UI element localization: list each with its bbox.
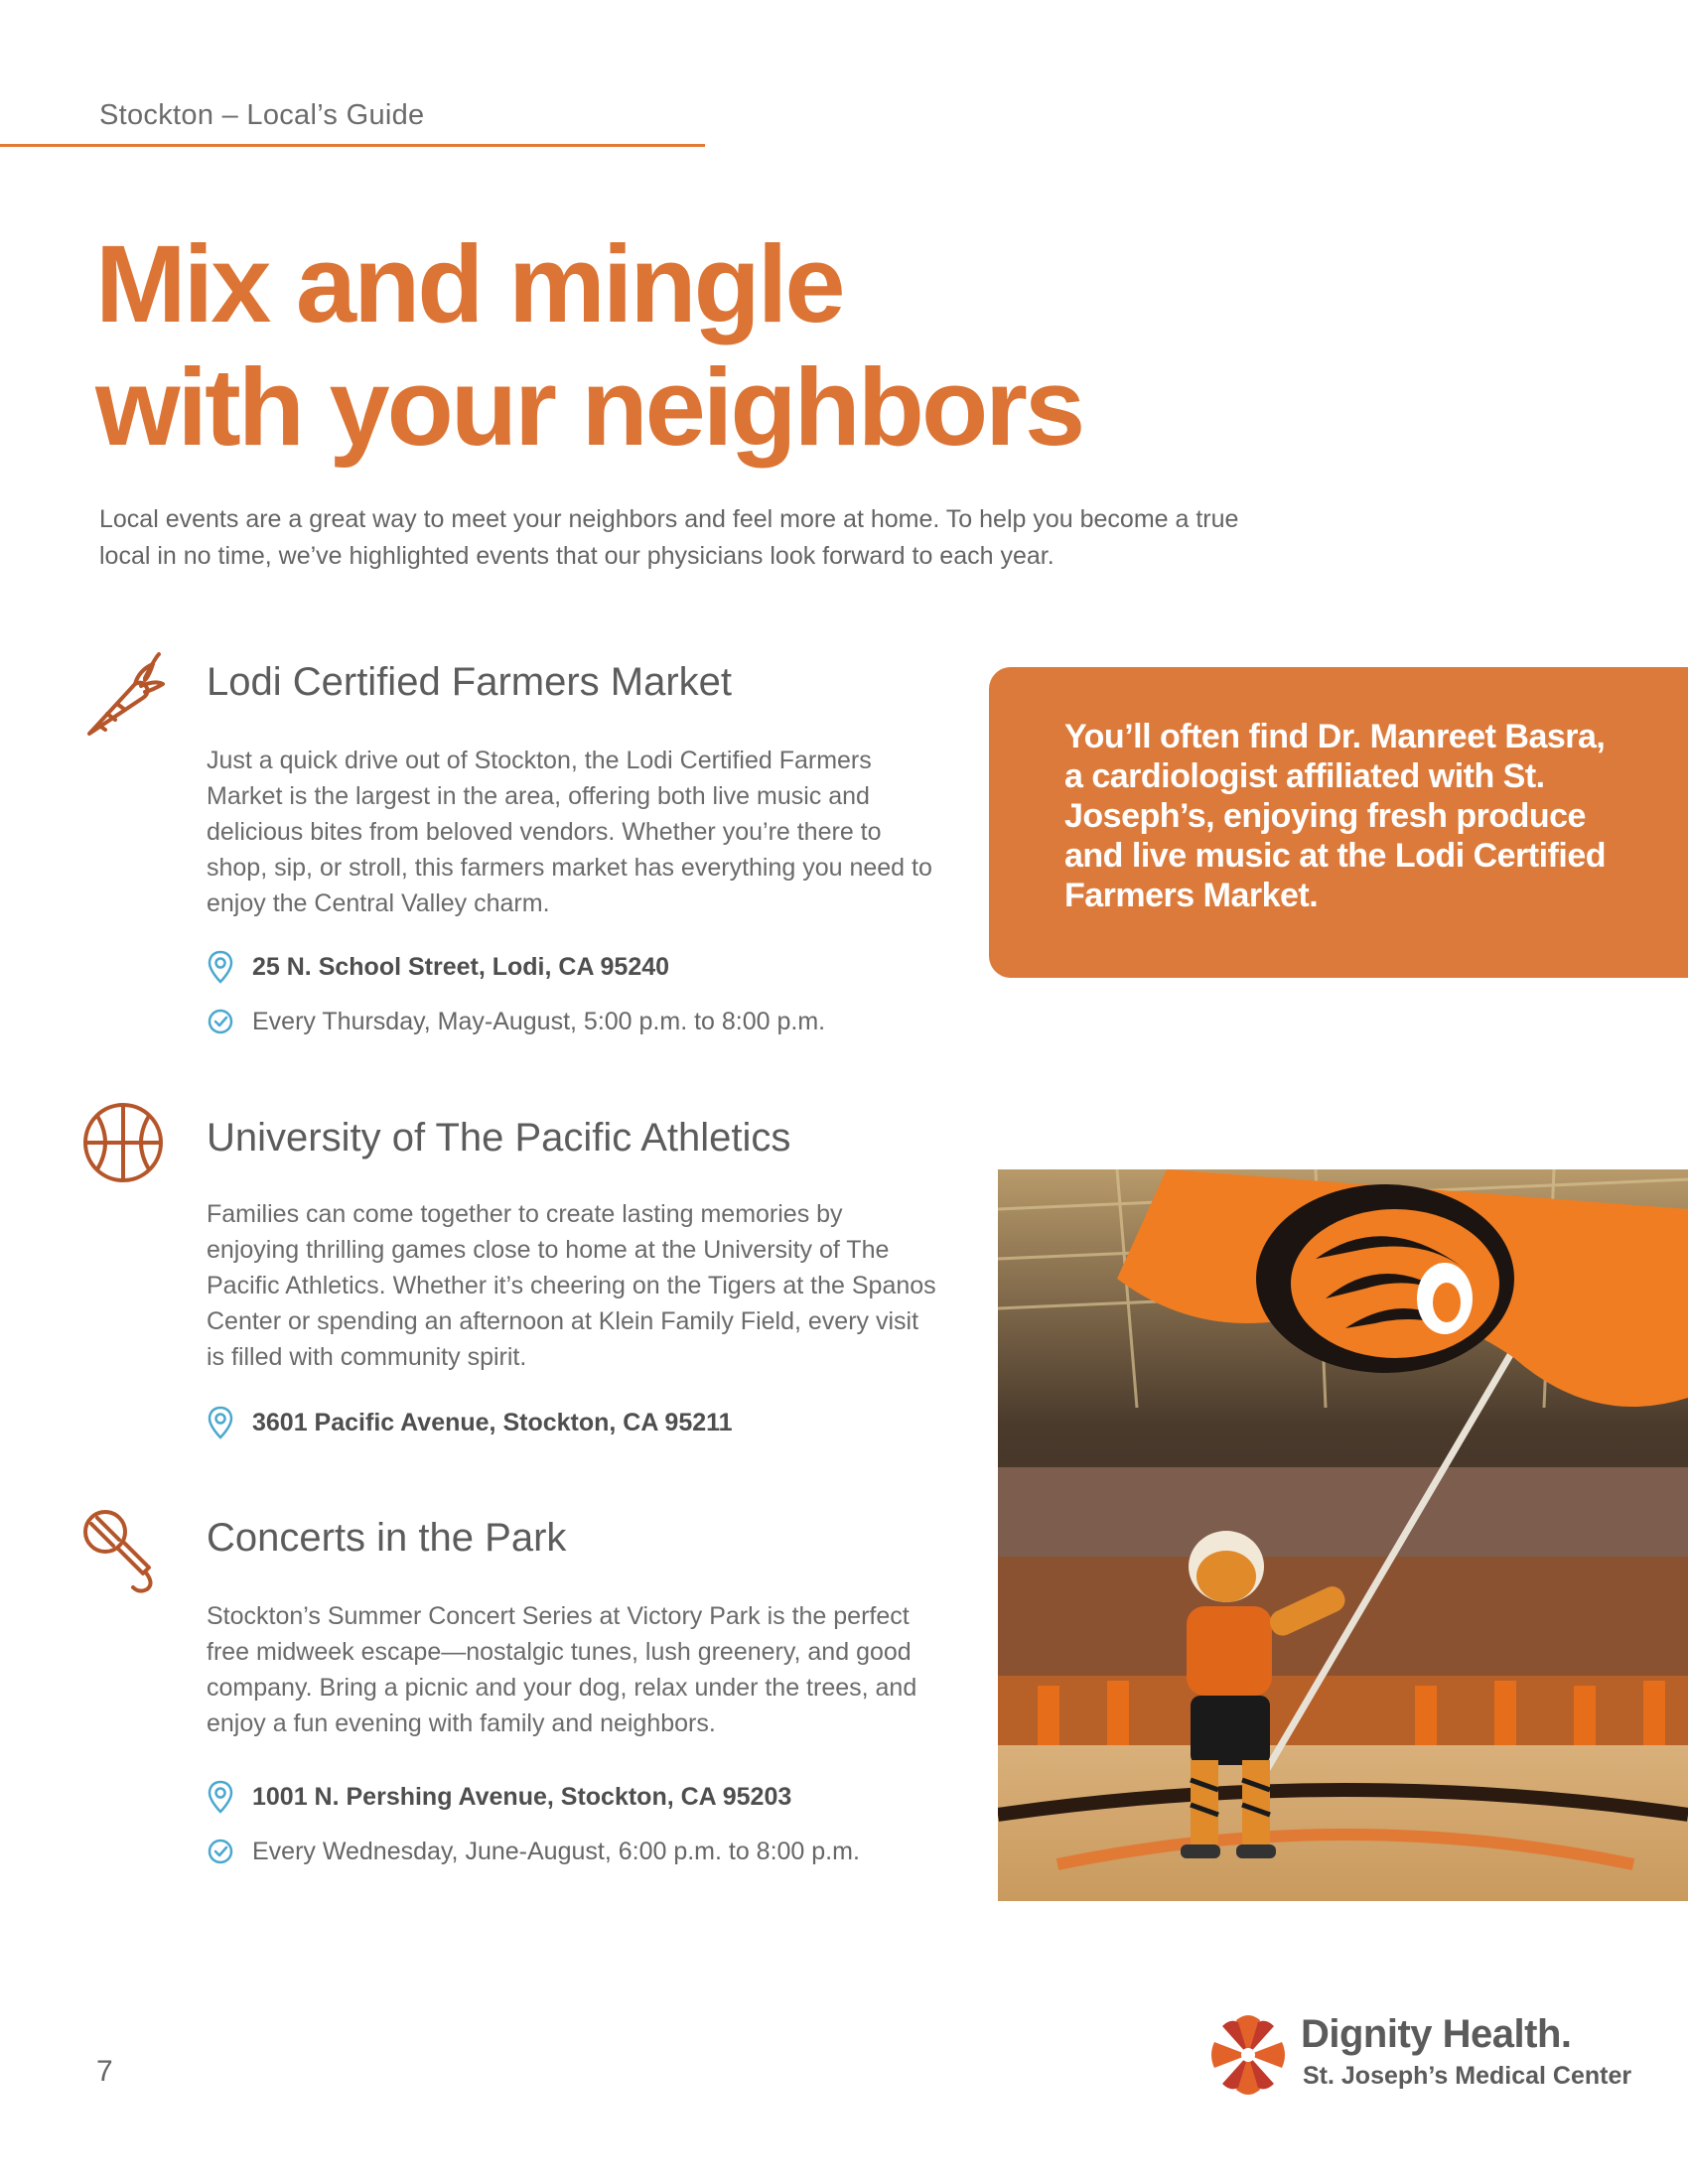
address-text: 3601 Pacific Avenue, Stockton, CA 95211: [252, 1408, 733, 1436]
page-title: [95, 223, 1082, 470]
event-title: Lodi Certified Farmers Market: [207, 660, 733, 704]
page-number: 7: [96, 2055, 113, 2088]
physician-callout: [989, 667, 1688, 978]
dignity-health-logo-mark: [1206, 2010, 1290, 2100]
clock-icon: [207, 1835, 234, 1868]
microphone-icon: [77, 1504, 169, 1595]
page-title-line-1: Mix and mingle: [95, 223, 843, 345]
event-address: [207, 950, 669, 984]
event-description: Just a quick drive out of Stockton, the Lodi Certified Farmers Market is the largest in the area, offering both live music and delicious bites from beloved vendors. Whether you’re there to shop, sip, or stroll, this farmers market has everything you need to enjoy the Central Valley charm.: [207, 747, 932, 917]
callout-text: You’ll often find Dr. Manreet Basra, a cardiologist affiliated with St. Joseph’s, enjoying fresh produce and live music at the Lodi Certified Farmers Market.: [1064, 718, 1606, 914]
event-schedule: [207, 1005, 825, 1038]
event-schedule: [207, 1835, 860, 1868]
event-title: University of The Pacific Athletics: [207, 1116, 791, 1160]
page-title-line-2: with your neighbors: [95, 346, 1083, 469]
guide-label: Stockton – Local’s Guide: [99, 99, 425, 131]
event-address: [207, 1780, 791, 1814]
schedule-text: Every Thursday, May-August, 5:00 p.m. to 8:00 p.m.: [252, 1007, 826, 1035]
logo-name: Dignity Health.: [1301, 2012, 1572, 2056]
address-text: 1001 N. Pershing Avenue, Stockton, CA 95203: [252, 1782, 792, 1811]
tiger-mascot-flag-image: [998, 1169, 1688, 1901]
logo-subtitle: St. Joseph’s Medical Center: [1303, 2062, 1632, 2090]
address-text: 25 N. School Street, Lodi, CA 95240: [252, 952, 670, 981]
basketball-icon: [77, 1097, 169, 1188]
location-pin-icon: [207, 950, 234, 984]
location-pin-icon: [207, 1780, 234, 1814]
location-pin-icon: [207, 1406, 234, 1439]
schedule-text: Every Wednesday, June-August, 6:00 p.m. to 8:00 p.m.: [252, 1837, 860, 1865]
header-divider: [0, 144, 705, 147]
intro-paragraph: Local events are a great way to meet your neighbors and feel more at home. To help you become a true local in no time, we’ve highlighted events that our physicians look forward to each year.: [99, 505, 1239, 570]
carrot-icon: [77, 650, 169, 742]
event-description: Stockton’s Summer Concert Series at Victory Park is the perfect free midweek escape—nostalgic tunes, lush greenery, and good company. Bring a picnic and your dog, relax under the trees, and enjoy a fun evening with family and neighbors.: [207, 1602, 917, 1737]
athletics-photo: [998, 1169, 1688, 1901]
event-title: Concerts in the Park: [207, 1516, 567, 1560]
event-address: [207, 1406, 733, 1439]
clock-icon: [207, 1005, 234, 1038]
dignity-health-logo: [1206, 2010, 1632, 2100]
event-description: Families can come together to create lasting memories by enjoying thrilling games close to home at the University of The Pacific Athletics. Whether it’s cheering on the Tigers at the Spanos Center or spending an afternoon at Klein Family Field, every visit is filled with community spirit.: [207, 1200, 936, 1371]
